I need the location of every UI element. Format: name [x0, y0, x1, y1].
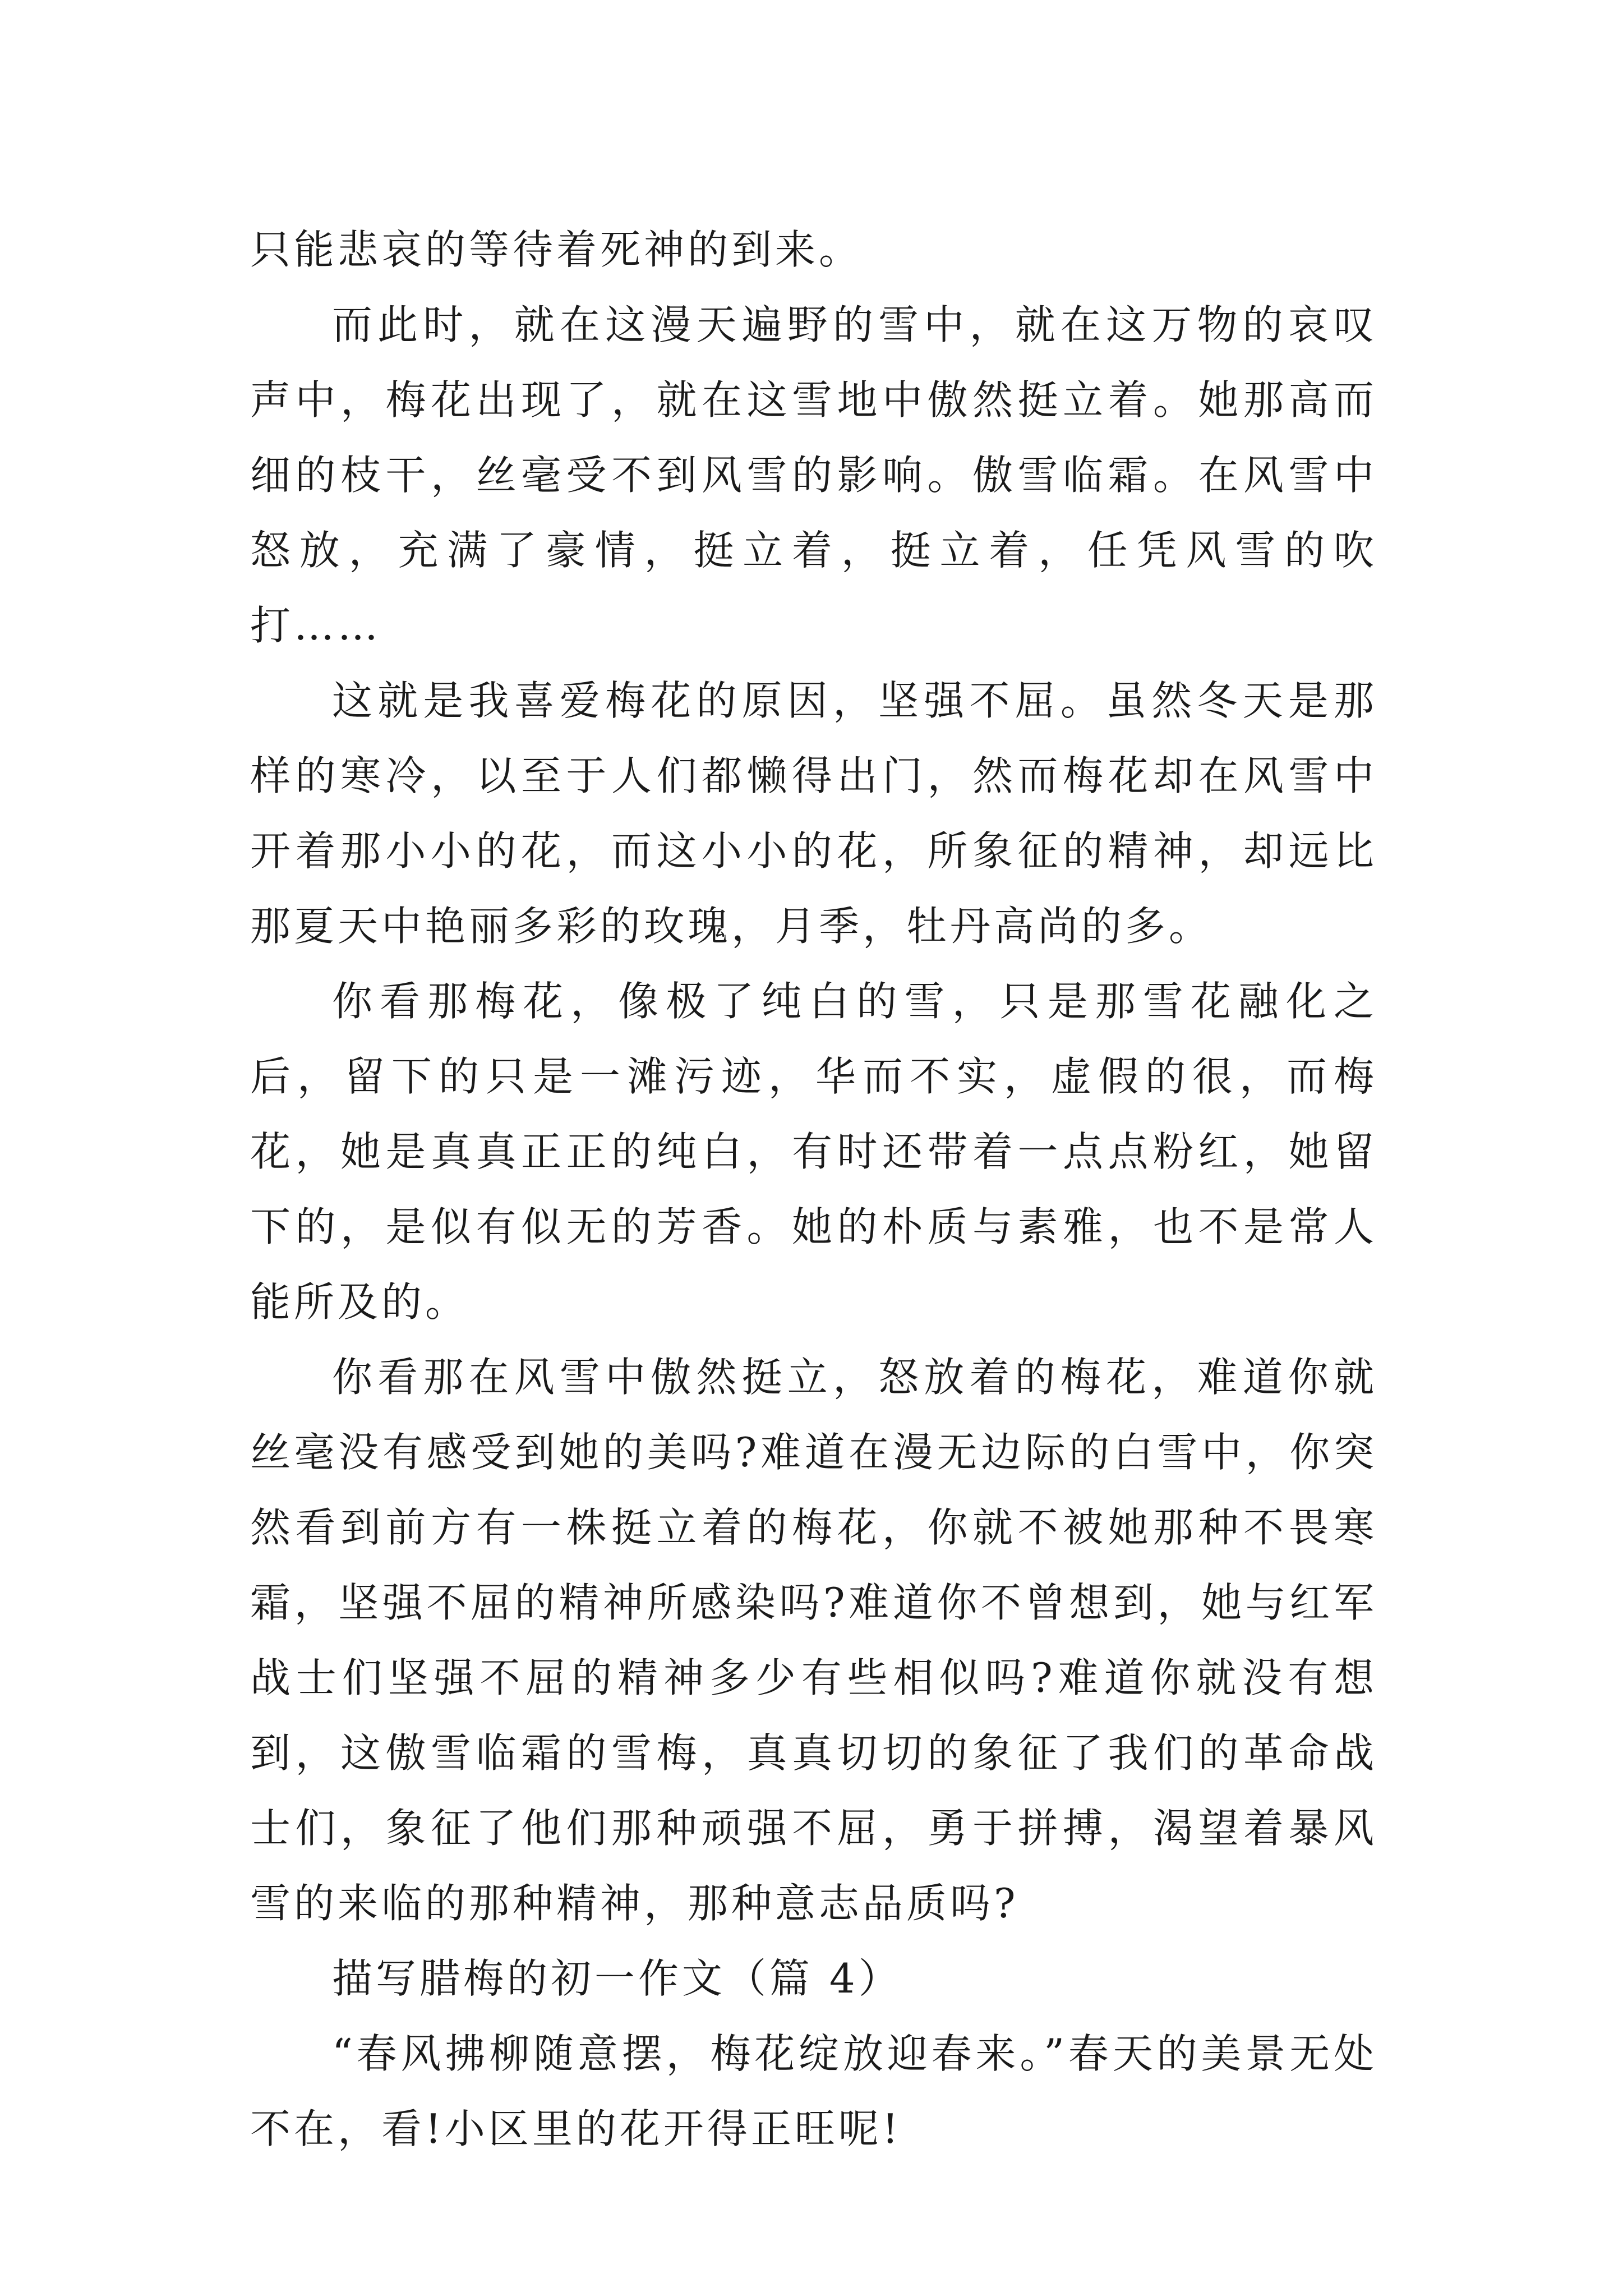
text-line: 你看那在风雪中傲然挺立，怒放着的梅花，难道你就丝	[250, 1354, 1377, 1476]
text-line: 枝干，丝毫受不到风雪的影响。傲雪临霜。在风雪中怒放，	[250, 452, 1377, 574]
paragraph	[250, 287, 1377, 663]
text-line: 征了他们那种顽强不屈，勇于拼搏，渴望着暴风雪的来临的	[250, 1805, 1377, 1927]
text-line: 你看那梅花，像极了纯白的雪，只是那雪花融化之后，	[250, 978, 1377, 1100]
text-line: 毫没有感受到她的美吗?难道在漫无边际的白雪中，你突然	[250, 1429, 1377, 1551]
paragraph	[250, 212, 1377, 287]
text-line: 傲雪临霜的雪梅，真真切切的象征了我们的革命战士们，象	[250, 1729, 1377, 1852]
text-line: 这就是我喜爱梅花的原因，坚强不屈。虽然冬天是那样	[250, 677, 1377, 799]
text-line: 中，梅花出现了，就在这雪地中傲然挺立着。她那高而细的	[250, 376, 1377, 499]
section-heading	[250, 1941, 1377, 2016]
text-line: 充满了豪情，挺立着，挺立着，任凭风雪的吹打……	[250, 527, 1377, 649]
text-line: 留下的只是一滩污迹，华而不实，虚假的很，而梅花，她是	[250, 1053, 1377, 1175]
text-line: 而此时，就在这漫天遍野的雪中，就在这万物的哀叹声	[250, 301, 1377, 424]
text-line: 中艳丽多彩的玫瑰，月季，牡丹高尚的多。	[381, 903, 1213, 950]
paragraph	[250, 663, 1377, 964]
paragraph	[250, 964, 1377, 1340]
document-body	[250, 212, 1377, 2166]
text-line: 描写腊梅的初一作文（篇 4）	[332, 1955, 902, 2002]
text-line: 那小小的花，而这小小的花，所象征的精神，却远比那夏天	[250, 827, 1377, 950]
text-line: “春风拂柳随意摆，梅花绽放迎春来。”春天的美景无	[332, 2030, 1334, 2077]
text-line: 们坚强不屈的精神多少有些相似吗?难道你就没有想到，这	[250, 1654, 1377, 1777]
paragraph	[250, 2016, 1377, 2166]
text-line: 那种精神，那种意志品质吗?	[469, 1880, 1019, 1927]
paragraph	[250, 1340, 1377, 1941]
text-line: 处不在，看!小区里的花开得正旺呢!	[250, 2030, 1377, 2152]
text-line: 的寒冷，以至于人们都懒得出门，然而梅花却在风雪中开着	[250, 752, 1377, 875]
text-line: 只能悲哀的等待着死神的到来。	[250, 226, 863, 273]
text-line: 有似无的芳香。她的朴质与素雅，也不是常人能所及的。	[250, 1203, 1377, 1326]
text-line: 看到前方有一株挺立着的梅花，你就不被她那种不畏寒霜，	[250, 1504, 1377, 1626]
text-line: 真真正正的纯白，有时还带着一点点粉红，她留下的，是似	[250, 1128, 1377, 1250]
text-line: 坚强不屈的精神所感染吗?难道你不曾想到，她与红军战士	[250, 1579, 1377, 1701]
